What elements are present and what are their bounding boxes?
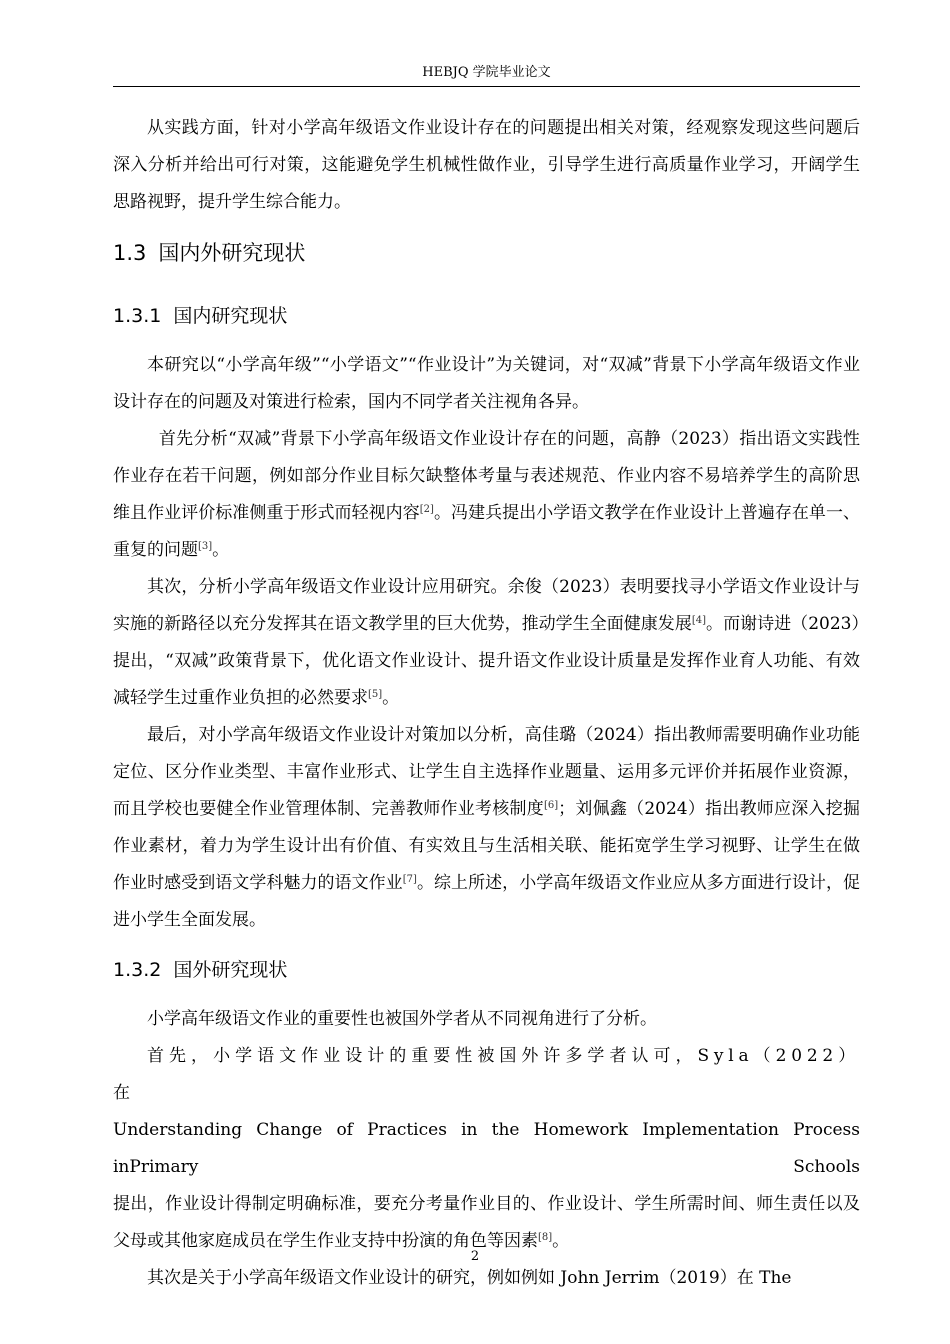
citation-ref: [5] — [368, 689, 383, 700]
subsection-heading-1-3-2 — [113, 939, 860, 1001]
paragraph-foreign-intro: 小学高年级语文作业的重要性也被国外学者从不同视角进行了分析。 — [147, 1009, 657, 1029]
subsection-number: 1.3.1 — [113, 305, 162, 327]
running-header: HEBJQ 学院毕业论文 — [422, 65, 551, 80]
paragraph-practice-significance: 从实践方面，针对小学高年级语文作业设计存在的问题提出相关对策，经观察发现这些问题后深入分析并给出可行对策，这能避免学生机械性做作业，引导学生进行高质量作业学习，开阔学生思路视野，提升学生综合能力。 — [113, 118, 860, 212]
section-heading-1-3 — [113, 221, 860, 285]
paragraph-foreign-importance: 提出，作业设计得制定明确标准，要充分考量作业目的、作业设计、学生所需时间、师生责任以及父母或其他家庭成员在学生作业支持中扮演的角色等因素[8]。 — [113, 1194, 860, 1251]
citation-ref: [4] — [691, 615, 707, 626]
subsection-heading-1-3-1 — [113, 285, 860, 347]
subsection-number: 1.3.2 — [113, 959, 162, 981]
citation-ref: [7] — [402, 874, 417, 885]
paragraph-domestic-countermeasures: 最后，对小学高年级语文作业设计对策加以分析，高佳璐（2024）指出教师需要明确作业功能定位、区分作业类型、丰富作业形式、让学生自主选择作业题量、运用多元评价并拓展作业资源，而且学校也要健全作业管理体制、完善教师作业考核制度[6]；刘佩鑫（2024）指出教师应深入挖掘作业素材，着力为学生设计出有价值、有实效且与生活相关联、能拓宽学生学习视野、让学生在做作业时感受到语文学科魅力的语文作业[7]。综上所述，小学高年级语文作业应从多方面进行设计，促进小学生全面发展。 — [113, 725, 861, 930]
page-number: 2 — [470, 1249, 480, 1264]
citation-ref: [2] — [419, 504, 434, 515]
paragraph-foreign-first-line: 首先，小学语文作业设计的重要性被国外许多学者认可，Syla（2022）在 — [113, 1046, 860, 1103]
subsection-title: 国外研究现状 — [173, 959, 288, 981]
paragraph-foreign-paper-title: Understanding Change of Practices in the Homework Implementation Process inPrimary Schools — [113, 1120, 860, 1177]
paragraph-domestic-intro: 本研究以“小学高年级”“小学语文”“作业设计”为关键词，对“双减”背景下小学高年级语文作业设计存在的问题及对策进行检索，国内不同学者关注视角各异。 — [113, 355, 860, 412]
header-rule — [113, 86, 860, 87]
paragraph-domestic-problems: 首先分析“双减”背景下小学高年级语文作业设计存在的问题，高静（2023）指出语文实践性作业存在若干问题，例如部分作业目标欠缺整体考量与表述规范、作业内容不易培养学生的高阶思维且作业评价标准侧重于形式而轻视内容[2]。冯建兵提出小学语文教学在作业设计上普遍存在单一、重复的问题[3]。 — [113, 429, 860, 560]
citation-ref: [3] — [198, 541, 213, 552]
page-body — [113, 110, 860, 1297]
section-number: 1.3 — [113, 241, 147, 265]
citation-ref: [8] — [538, 1232, 553, 1243]
paragraph-domestic-application: 其次，分析小学高年级语文作业设计应用研究。余俊（2023）表明要找寻小学语文作业设计与实施的新路径以充分发挥其在语文教学里的巨大优势，推动学生全面健康发展[4]。而谢诗进（2023）提出，“双减”政策背景下，优化语文作业设计、提升语文作业设计质量是发挥作业育人功能、有效减轻学生过重作业负担的必然要求[5]。 — [113, 577, 860, 708]
subsection-title: 国内研究现状 — [173, 305, 288, 327]
citation-ref: [6] — [543, 800, 559, 811]
section-title: 国内外研究现状 — [158, 241, 306, 265]
paragraph-foreign-research: 其次是关于小学高年级语文作业设计的研究，例如例如 John Jerrim（2019）在 The — [147, 1268, 792, 1288]
